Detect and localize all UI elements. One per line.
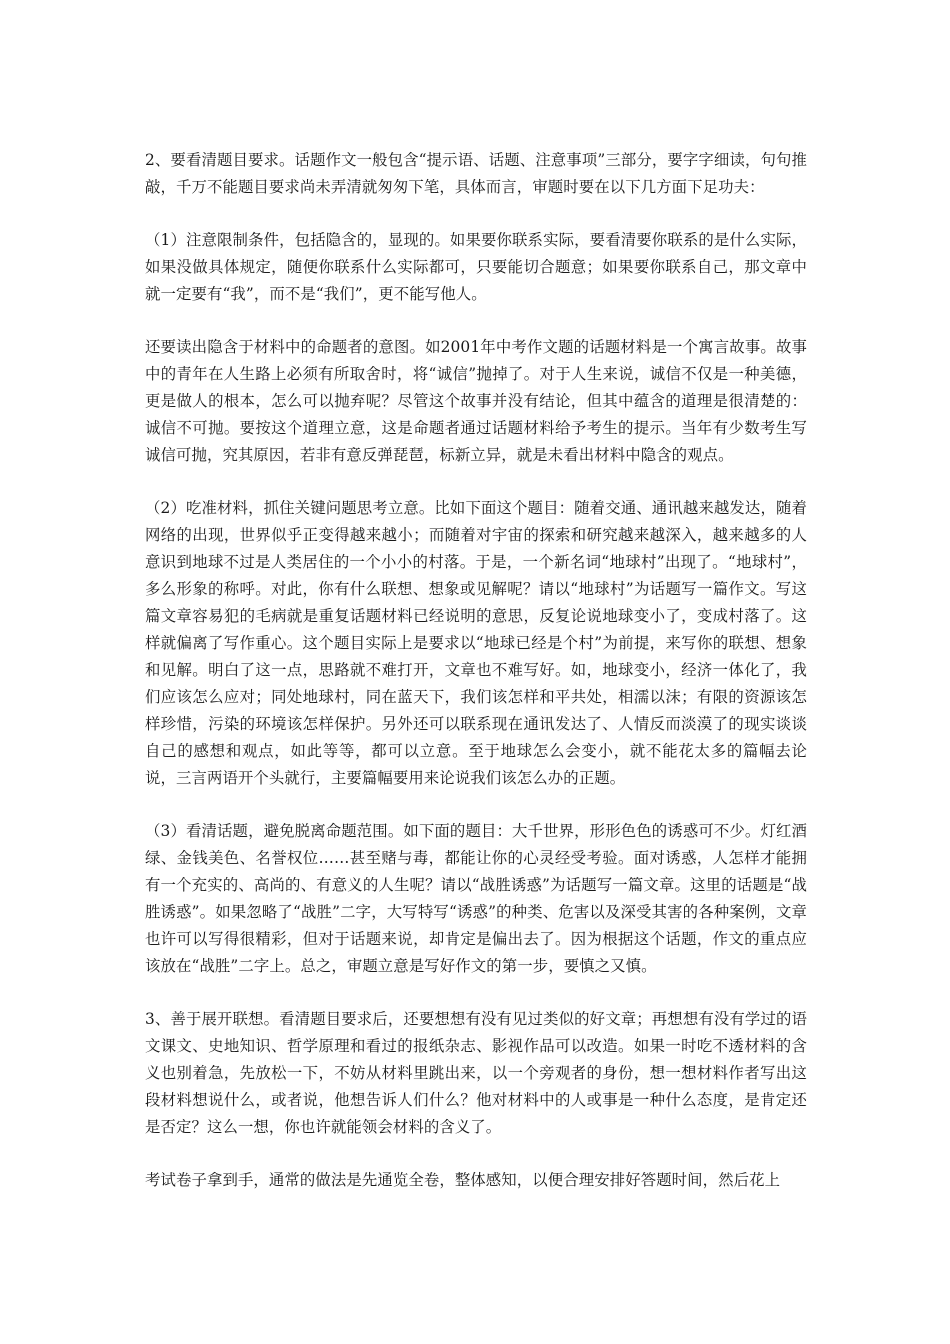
document-body — [145, 147, 807, 1220]
paragraph-exam-paper: 考试卷子拿到手，通常的做法是先通览全卷，整体感知，以便合理安排好答题时间，然后花上 — [145, 1171, 781, 1189]
paragraph-sub-1: （1）注意限制条件，包括隐含的，显现的。如果要你联系实际，要看清要你联系的是什么实际，如果没做具体规定，随便你联系什么实际都可，只要能切合题意；如果要你联系自己，那文章中就一定要有“我”，而不是“我们”，更不能写他人。 — [145, 231, 807, 303]
paragraph-point-3: 3、善于展开联想。看清题目要求后，还要想想有没有见过类似的好文章；再想想有没有学过的语文课文、史地知识、哲学原理和看过的报纸杂志、影视作品可以改造。如果一时吃不透材料的含义也别着急，先放松一下，不妨从材料里跳出来，以一个旁观者的身份，想一想材料作者写出这段材料想说什么，或者说，他想告诉人们什么？他对材料中的人或事是一种什么态度，是肯定还是否定？这么一想，你也许就能领会材料的含义了。 — [145, 1010, 807, 1136]
paragraph-point-2: 2、要看清题目要求。话题作文一般包含“提示语、话题、注意事项”三部分，要字字细读，句句推敲，千万不能题目要求尚未弄清就匆匆下笔，具体而言，审题时要在以下几方面下足功夫： — [145, 151, 807, 196]
paragraph-sub-2: （2）吃准材料，抓住关键问题思考立意。比如下面这个题目：随着交通、通讯越来越发达，随着网络的出现，世界似乎正变得越来越小；而随着对宇宙的探索和研究越来越深入，越来越多的人意识到地球不过是人类居住的一个小小的村落。于是，一个新名词“地球村”出现了。“地球村”，多么形象的称呼。对此，你有什么联想、想象或见解呢？请以“地球村”为话题写一篇作文。写这篇文章容易犯的毛病就是重复话题材料已经说明的意思，反复论说地球变小了，变成村落了。这样就偏离了写作重心。这个题目实际上是要求以“地球已经是个村”为前提，来写你的联想、想象和见解。明白了这一点，思路就不难打开，文章也不难写好。如，地球变小，经济一体化了，我们应该怎么应对；同处地球村，同在蓝天下，我们该怎样和平共处，相濡以沫；有限的资源该怎样珍惜，污染的环境该怎样保护。另外还可以联系现在通讯发达了、人情反而淡漠了的现实谈谈自己的感想和观点，如此等等，都可以立意。至于地球怎么会变小，就不能花太多的篇幅去论说，三言两语开个头就行，主要篇幅要用来论说我们该怎么办的正题。 — [145, 499, 807, 787]
paragraph-sub-3: （3）看清话题，避免脱离命题范围。如下面的题目：大千世界，形形色色的诱惑可不少。灯红酒绿、金钱美色、名誉权位……甚至赌与毒，都能让你的心灵经受考验。面对诱惑，人怎样才能拥有一个充实的、高尚的、有意义的人生呢？请以“战胜诱惑”为话题写一篇文章。这里的话题是“战胜诱惑”。如果忽略了“战胜”二字，大写特写“诱惑”的种类、危害以及深受其害的各种案例，文章也许可以写得很精彩，但对于话题来说，却肯定是偏出去了。因为根据这个话题，作文的重点应该放在“战胜”二字上。总之，审题立意是写好作文的第一步，要慎之又慎。 — [145, 822, 807, 975]
paragraph-implicit-intent: 还要读出隐含于材料中的命题者的意图。如2001年中考作文题的话题材料是一个寓言故事。故事中的青年在人生路上必须有所取舍时，将“诚信”抛掉了。对于人生来说，诚信不仅是一种美德，更是做人的根本，怎么可以抛弃呢？尽管这个故事并没有结论，但其中蕴含的道理是很清楚的：诚信不可抛。要按这个道理立意，这是命题者通过话题材料给予考生的提示。当年有少数考生写诚信可抛，究其原因，若非有意反弹琵琶，标新立异，就是未看出材料中隐含的观点。 — [145, 338, 807, 464]
